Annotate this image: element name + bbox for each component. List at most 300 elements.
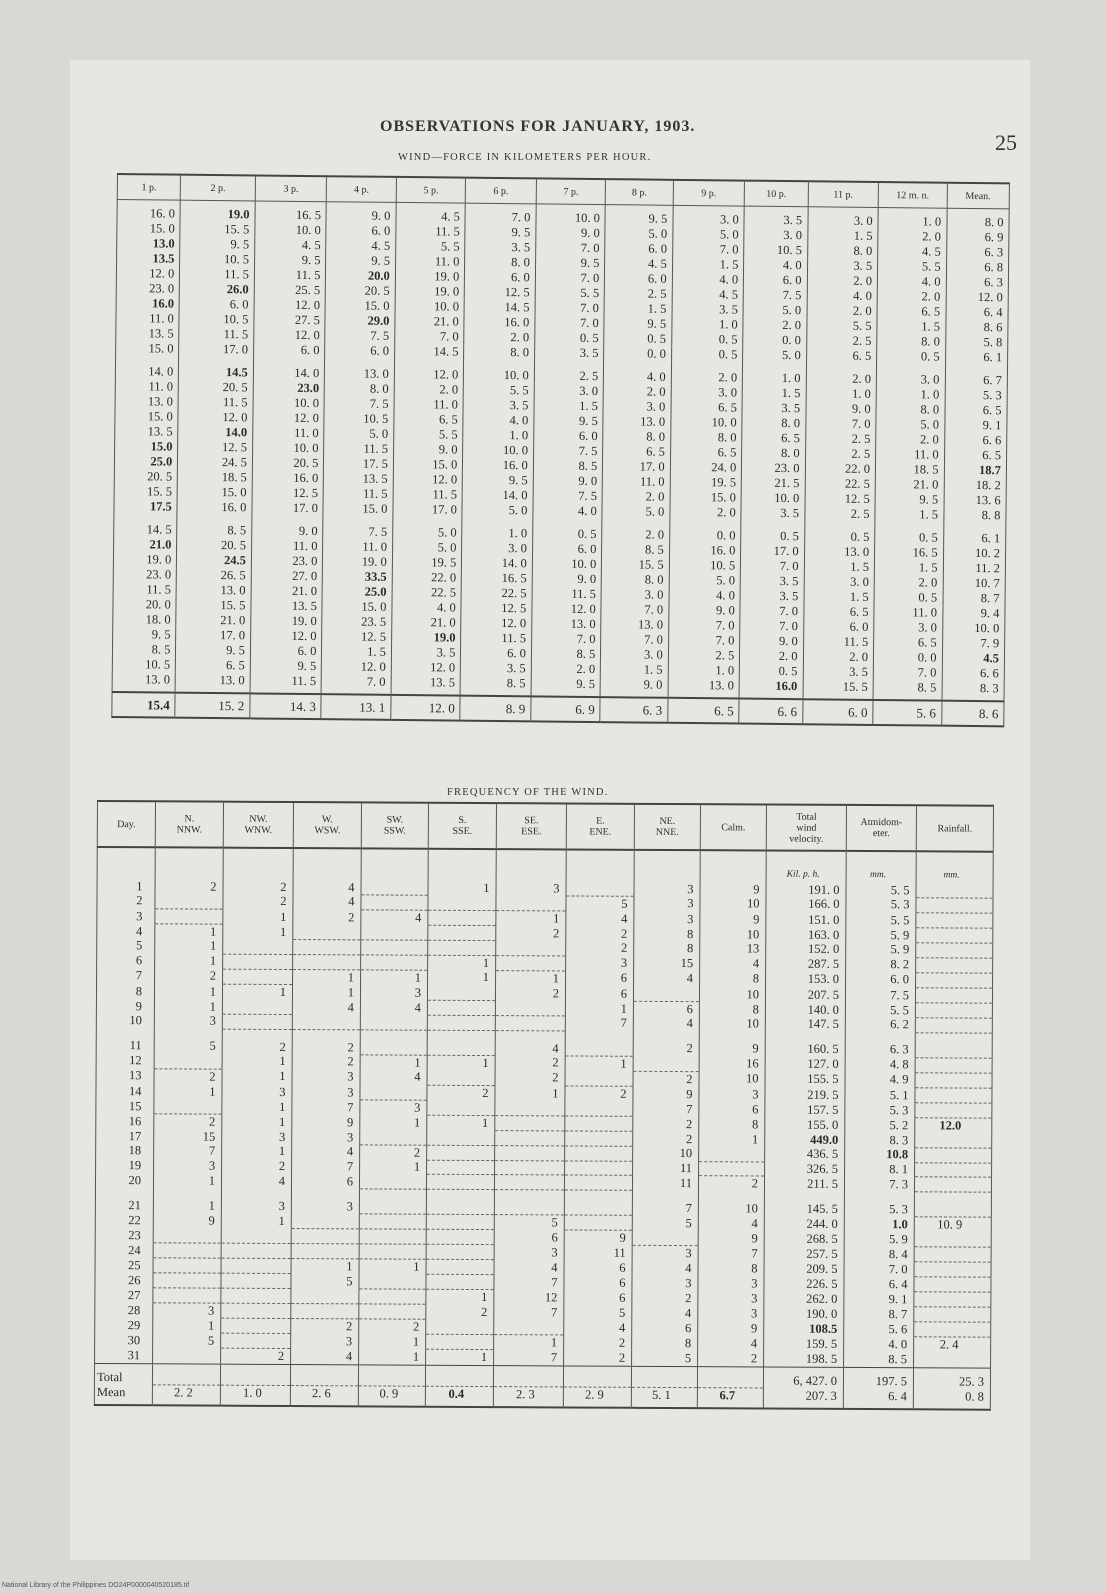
- table-cell: [427, 1000, 495, 1015]
- table-cell: 14.0: [178, 425, 253, 441]
- table-cell: 13. 0: [668, 678, 740, 699]
- table-cell: [361, 954, 428, 969]
- table-cell: 4: [360, 1000, 427, 1015]
- table-cell: 9. 5: [326, 253, 396, 269]
- table-cell: [915, 988, 992, 1003]
- table-cell: 4: [292, 999, 360, 1014]
- table-cell: 13. 0: [175, 673, 250, 694]
- table-cell: 4: [634, 971, 700, 986]
- day-cell: 30: [95, 1333, 153, 1348]
- table-cell: 23.0: [253, 380, 325, 396]
- table-cell: 13. 5: [251, 598, 323, 614]
- table-cell: 2. 0: [878, 229, 947, 245]
- table-cell: 6. 5: [945, 403, 1008, 419]
- table-cell: 2: [221, 1349, 291, 1365]
- table-cell: 2: [154, 1114, 222, 1129]
- table-cell: 5. 0: [743, 348, 806, 364]
- table-cell: 7. 0: [668, 633, 740, 649]
- table-cell: 11. 5: [180, 267, 255, 283]
- table-cell: 4. 5: [672, 287, 744, 303]
- table-cell: 16.0: [116, 296, 179, 312]
- table-cell: 226. 5: [764, 1276, 844, 1291]
- table-cell: 7. 0: [601, 602, 669, 618]
- table-cell: 0. 5: [875, 522, 944, 546]
- table-cell: 1. 0: [806, 386, 877, 402]
- table-cell: 4. 0: [669, 588, 741, 604]
- table-cell: 15. 5: [602, 557, 670, 573]
- table-cell: 3: [496, 881, 566, 896]
- table-cell: [565, 1071, 633, 1086]
- table-cell: 11. 5: [324, 486, 394, 502]
- table-cell: 19.0: [180, 200, 255, 222]
- table-cell: 9. 0: [536, 225, 606, 241]
- table-cell: [914, 1177, 991, 1192]
- table-cell: 20.0: [326, 268, 396, 284]
- column-header: 5 p.: [396, 177, 466, 203]
- table-cell: 12. 0: [116, 266, 179, 282]
- table-cell: 4. 5: [878, 244, 947, 260]
- table-cell: [290, 1365, 358, 1386]
- column-header: SW. SSW.: [361, 802, 428, 848]
- table-cell: 6. 0: [744, 273, 807, 289]
- table-cell: 3: [222, 1129, 292, 1144]
- table-cell: 12. 0: [322, 659, 392, 675]
- table-cell: 2: [360, 1145, 427, 1160]
- table-cell: [697, 1367, 763, 1388]
- table-cell: [426, 1244, 494, 1259]
- table-cell: 6. 0: [465, 270, 536, 286]
- day-cell: 11: [96, 1028, 154, 1053]
- mean-cell: 15.4: [112, 692, 176, 718]
- table-cell: 2. 0: [806, 363, 877, 387]
- table-cell: 6. 5: [803, 604, 874, 620]
- table-cell: 6: [494, 1230, 564, 1245]
- table-cell: 4: [292, 1144, 360, 1159]
- table-cell: [293, 954, 361, 969]
- table-cell: 436. 5: [765, 1147, 845, 1163]
- table-cell: [291, 1214, 359, 1229]
- units-cell: mm.: [846, 851, 916, 883]
- table-cell: 11. 5: [250, 673, 322, 694]
- table-cell: 11: [633, 1161, 699, 1176]
- table-cell: 16. 0: [464, 315, 535, 331]
- table-cell: [291, 1304, 359, 1319]
- table-cell: [495, 1160, 565, 1175]
- table-cell: 5: [291, 1274, 359, 1289]
- table-cell: 1: [155, 924, 223, 939]
- table-cell: 12. 0: [393, 472, 463, 488]
- table-cell: 2. 5: [805, 431, 876, 447]
- table-cell: 2: [426, 1304, 494, 1319]
- table-cell: 6. 3: [946, 275, 1009, 291]
- table-cell: 4.5: [942, 651, 1005, 667]
- table-cell: 1: [154, 984, 222, 999]
- table-cell: 4. 0: [463, 413, 534, 429]
- table-cell: 7. 0: [672, 242, 744, 258]
- table-cell: 1: [222, 1114, 292, 1129]
- column-header: 4 p.: [327, 176, 397, 202]
- table-cell: 3. 0: [874, 620, 943, 636]
- table-cell: 1: [223, 909, 293, 924]
- table-cell: 244. 0: [764, 1216, 844, 1232]
- table-cell: 17. 0: [252, 500, 324, 516]
- table-cell: 7. 0: [536, 240, 606, 256]
- table-cell: 2. 0: [807, 273, 878, 289]
- table-cell: 5. 0: [669, 573, 741, 589]
- table-cell: 9. 0: [669, 603, 741, 619]
- table-cell: 10. 0: [536, 204, 606, 226]
- table-cell: 152. 0: [766, 942, 846, 957]
- table-cell: [292, 1014, 360, 1029]
- table-cell: 268. 5: [764, 1231, 844, 1247]
- table-cell: 13. 0: [532, 616, 602, 632]
- table-cell: [494, 1175, 564, 1190]
- table-cell: 12. 0: [178, 410, 253, 426]
- table-cell: 10. 0: [671, 415, 743, 431]
- table-cell: 23. 5: [322, 614, 392, 630]
- table-cell: 6. 3: [946, 245, 1009, 261]
- table-cell: 8: [634, 941, 700, 956]
- table-cell: [359, 1304, 426, 1319]
- table-cell: 9. 5: [176, 643, 251, 659]
- table-cell: 9: [564, 1230, 632, 1245]
- table-cell: 14. 5: [114, 514, 178, 538]
- table-cell: [565, 1131, 633, 1146]
- table-cell: 9. 0: [326, 202, 396, 224]
- table-cell: 5. 5: [396, 239, 466, 255]
- table-cell: 11. 0: [253, 425, 325, 441]
- table-cell: 16. 0: [117, 200, 181, 222]
- table-cell: 2: [633, 1116, 699, 1131]
- table-cell: 3: [154, 1159, 222, 1174]
- table-cell: 6. 6: [942, 666, 1005, 682]
- table-cell: 3. 0: [603, 399, 671, 415]
- table-cell: 22. 0: [392, 570, 462, 586]
- table-cell: 2: [698, 1176, 764, 1191]
- table-cell: 2. 0: [670, 505, 742, 521]
- table-cell: 197. 5: [843, 1367, 913, 1388]
- table-cell: 3. 0: [876, 364, 945, 388]
- table-cell: 23. 0: [742, 461, 805, 477]
- table-cell: 3. 0: [744, 228, 807, 244]
- table-cell: 11. 5: [803, 634, 874, 650]
- table-cell: 6: [291, 1174, 359, 1189]
- table-cell: 3: [698, 1291, 764, 1306]
- table-cell: 5: [566, 896, 634, 911]
- table-cell: 5. 5: [845, 1002, 915, 1017]
- table-cell: 25. 5: [254, 282, 326, 298]
- table-cell: 9: [700, 882, 766, 897]
- table-cell: 15.0: [115, 439, 178, 455]
- column-header: Mean.: [947, 183, 1010, 209]
- table-cell: 13: [700, 942, 766, 957]
- table-cell: 7. 0: [741, 559, 804, 575]
- table-cell: 10. 0: [463, 443, 534, 459]
- table-cell: 10. 5: [324, 411, 394, 427]
- table-cell: 18.7: [944, 463, 1007, 479]
- table-cell: [633, 986, 699, 1001]
- table-cell: 3: [153, 1303, 221, 1318]
- table-cell: 7. 0: [465, 203, 536, 225]
- day-cell: 21: [95, 1188, 153, 1213]
- table-cell: 160. 5: [765, 1032, 845, 1058]
- table-cell: 19. 0: [395, 269, 465, 285]
- row-label: Total: [94, 1363, 152, 1384]
- table-cell: 5. 0: [876, 417, 945, 433]
- table-cell: 2: [427, 1085, 495, 1100]
- table-cell: 2. 5: [605, 286, 673, 302]
- footer-credit: National Library of the Philippines DO24P0000040520185.tif: [2, 1582, 190, 1589]
- table-cell: 1: [359, 1334, 426, 1349]
- table-cell: [496, 941, 566, 956]
- table-cell: 0.4: [425, 1386, 493, 1406]
- table-cell: 11. 0: [394, 397, 464, 413]
- mean-row: [94, 1385, 990, 1410]
- table-cell: 9: [700, 911, 766, 926]
- table-cell: 10. 0: [942, 621, 1005, 637]
- day-cell: 12: [96, 1053, 154, 1068]
- table-cell: 1: [222, 1054, 292, 1069]
- table-cell: 3. 0: [601, 587, 669, 603]
- table-cell: 8. 8: [943, 508, 1006, 524]
- table-cell: 8. 1: [845, 1162, 915, 1177]
- table-cell: 16: [699, 1056, 765, 1071]
- table-cell: [361, 880, 428, 895]
- table-cell: [291, 1244, 359, 1259]
- table-cell: 5. 0: [392, 540, 462, 556]
- table-cell: 3. 5: [672, 302, 744, 318]
- table-cell: 3: [566, 956, 634, 971]
- table-cell: 5. 5: [878, 259, 947, 275]
- table-cell: 11. 5: [532, 586, 602, 602]
- table-cell: 13. 5: [115, 424, 178, 440]
- table-cell: 7. 5: [845, 987, 915, 1002]
- table-cell: 3. 5: [744, 206, 808, 228]
- table-cell: 3. 0: [808, 207, 879, 229]
- table-cell: 17. 0: [179, 342, 254, 358]
- table-cell: 5. 3: [945, 388, 1008, 404]
- table-cell: 8. 0: [947, 208, 1010, 230]
- wind-force-table: [111, 173, 1010, 727]
- table-cell: 16.0: [739, 679, 803, 700]
- table-cell: 2: [495, 985, 565, 1000]
- table-cell: [915, 1088, 992, 1103]
- table-cell: 13. 0: [112, 672, 176, 693]
- table-cell: [291, 1229, 359, 1244]
- table-cell: [426, 1175, 494, 1190]
- column-header: NE. NNE.: [634, 804, 700, 850]
- table-cell: [915, 1073, 992, 1088]
- table-cell: 12. 5: [461, 601, 532, 617]
- table-cell: 8. 6: [945, 320, 1008, 336]
- table-cell: 1. 0: [668, 663, 740, 679]
- table-cell: 157. 5: [765, 1102, 845, 1118]
- table-cell: 2. 5: [805, 446, 876, 462]
- table-cell: 21. 0: [875, 477, 944, 493]
- table-cell: 8. 0: [877, 334, 946, 350]
- table-cell: 2. 0: [602, 519, 670, 543]
- table-cell: 5. 6: [844, 1322, 914, 1337]
- table-cell: 12. 0: [461, 616, 532, 632]
- table-cell: 10. 5: [744, 243, 807, 259]
- table-cell: 9. 0: [532, 571, 602, 587]
- table-cell: 5. 3: [846, 897, 916, 912]
- table-cell: 6. 5: [603, 444, 671, 460]
- table-cell: 8. 0: [325, 381, 395, 397]
- table-cell: 14. 0: [462, 556, 533, 572]
- table-cell: 13.5: [117, 251, 180, 267]
- table-cell: [359, 1229, 426, 1244]
- table-cell: 1: [495, 1085, 565, 1100]
- table-cell: 9. 1: [944, 418, 1007, 434]
- table-cell: 2: [633, 1071, 699, 1086]
- table-cell: 4. 5: [326, 238, 396, 254]
- table-cell: 0. 0: [604, 346, 672, 362]
- table-cell: 16. 5: [255, 201, 327, 223]
- table-cell: 166. 0: [766, 897, 846, 913]
- table-cell: [915, 1057, 992, 1072]
- mean-cell: 6. 0: [802, 699, 873, 725]
- table-cell: 5. 5: [535, 285, 605, 301]
- table-cell: [221, 1318, 291, 1333]
- table-cell: 2: [359, 1319, 426, 1334]
- table-cell: 9: [292, 1115, 360, 1130]
- table-cell: [359, 1289, 426, 1304]
- table-cell: 10: [699, 986, 765, 1001]
- table-cell: 12: [494, 1290, 564, 1305]
- table-cell: 1: [361, 970, 428, 985]
- table-cell: 6: [566, 971, 634, 986]
- table-cell: 8. 7: [943, 591, 1006, 607]
- table-cell: 7: [494, 1275, 564, 1290]
- table-cell: 163. 0: [766, 927, 846, 943]
- table-cell: 8. 0: [742, 446, 805, 462]
- table-cell: 1. 5: [604, 301, 672, 317]
- table-cell: 15. 5: [114, 484, 177, 500]
- table-cell: 5. 5: [394, 427, 464, 443]
- table-cell: 15. 0: [177, 485, 252, 501]
- table-cell: 6: [565, 986, 633, 1001]
- column-header: 9 p.: [673, 180, 745, 206]
- table-cell: 2. 2: [152, 1385, 220, 1405]
- units-cell: [97, 847, 155, 879]
- table-cell: 8: [699, 1002, 765, 1017]
- table-cell: 7: [565, 1016, 633, 1031]
- table-cell: 7. 0: [873, 665, 942, 681]
- table-cell: 2: [223, 894, 293, 909]
- table-cell: 23. 0: [251, 553, 323, 569]
- table-cell: 3: [698, 1306, 764, 1321]
- table-cell: 9. 4: [942, 606, 1005, 622]
- table-cell: 6. 5: [806, 348, 877, 364]
- table-cell: 6. 3: [845, 1032, 915, 1057]
- day-cell: 8: [96, 983, 154, 998]
- table-cell: 1: [153, 1188, 221, 1213]
- table-cell: 1: [291, 1259, 359, 1274]
- column-header: 3 p.: [255, 175, 327, 201]
- table-cell: 1: [428, 955, 496, 970]
- table-cell: 9. 5: [605, 205, 673, 227]
- table-cell: [360, 1015, 427, 1030]
- table-cell: 2. 5: [534, 360, 604, 384]
- table-cell: 2: [633, 1031, 699, 1056]
- table-cell: 3: [494, 1245, 564, 1260]
- table-cell: [699, 1146, 765, 1161]
- units-cell: [566, 849, 634, 881]
- table-cell: [915, 1147, 992, 1162]
- table-cell: 0. 0: [669, 520, 741, 544]
- table-cell: 25.0: [322, 584, 392, 600]
- table-cell: 1: [222, 984, 292, 999]
- table-cell: 6. 0: [325, 343, 395, 359]
- day-cell: 2: [97, 893, 155, 908]
- day-cell: 6: [97, 953, 155, 968]
- table-cell: [221, 1333, 291, 1348]
- day-cell: 23: [95, 1228, 153, 1243]
- table-cell: 2. 0: [464, 330, 535, 346]
- table-cell: [914, 1352, 991, 1368]
- table-cell: 11. 5: [113, 582, 176, 598]
- table-cell: [632, 1230, 698, 1245]
- table-cell: 6. 5: [671, 400, 743, 416]
- table-cell: 4: [293, 880, 361, 895]
- table-cell: [494, 1190, 564, 1215]
- table-cell: [915, 1032, 992, 1057]
- table-cell: 8. 5: [112, 642, 175, 658]
- table-cell: 25.0: [114, 454, 177, 470]
- table-cell: 16. 0: [669, 543, 741, 559]
- frequency-table: [94, 800, 994, 1410]
- table-cell: 5. 0: [743, 303, 806, 319]
- table-cell: [631, 1366, 697, 1387]
- table-cell: 17. 0: [176, 628, 251, 644]
- table-cell: 1. 0: [743, 363, 807, 387]
- table-cell: 24. 0: [670, 460, 742, 476]
- table-cell: 15. 5: [803, 679, 874, 700]
- table-cell: 3: [292, 1084, 360, 1099]
- table-cell: 4: [494, 1260, 564, 1275]
- table-cell: 21. 0: [251, 583, 323, 599]
- table-cell: 6: [564, 1275, 632, 1290]
- table-cell: 8. 0: [807, 243, 878, 259]
- table-cell: [153, 1273, 221, 1288]
- table-cell: 15. 0: [670, 490, 742, 506]
- table-cell: 1. 5: [807, 228, 878, 244]
- table-cell: 2: [632, 1290, 698, 1305]
- table-cell: 3: [632, 1246, 698, 1261]
- table-cell: 153. 0: [766, 972, 846, 988]
- table-cell: 5. 2: [845, 1117, 915, 1132]
- table-cell: 9. 0: [393, 442, 463, 458]
- units-cell: [293, 848, 361, 880]
- table-cell: 2. 0: [740, 649, 803, 665]
- table-cell: 449.0: [765, 1132, 845, 1147]
- table-cell: 1. 5: [804, 589, 875, 605]
- table-cell: 1.0: [844, 1216, 914, 1231]
- table-cell: 2: [495, 1070, 565, 1085]
- table-cell: [361, 895, 428, 910]
- table-cell: 7: [698, 1246, 764, 1261]
- table-cell: 10. 5: [669, 558, 741, 574]
- table-cell: [361, 940, 428, 955]
- table-cell: 127. 0: [765, 1057, 845, 1073]
- table-cell: [427, 1160, 495, 1175]
- table-cell: 1. 5: [877, 319, 946, 335]
- table-cell: 22. 5: [392, 585, 462, 601]
- table-cell: 9. 5: [465, 225, 536, 241]
- table-cell: [563, 1366, 631, 1387]
- table-cell: 15. 0: [116, 341, 179, 357]
